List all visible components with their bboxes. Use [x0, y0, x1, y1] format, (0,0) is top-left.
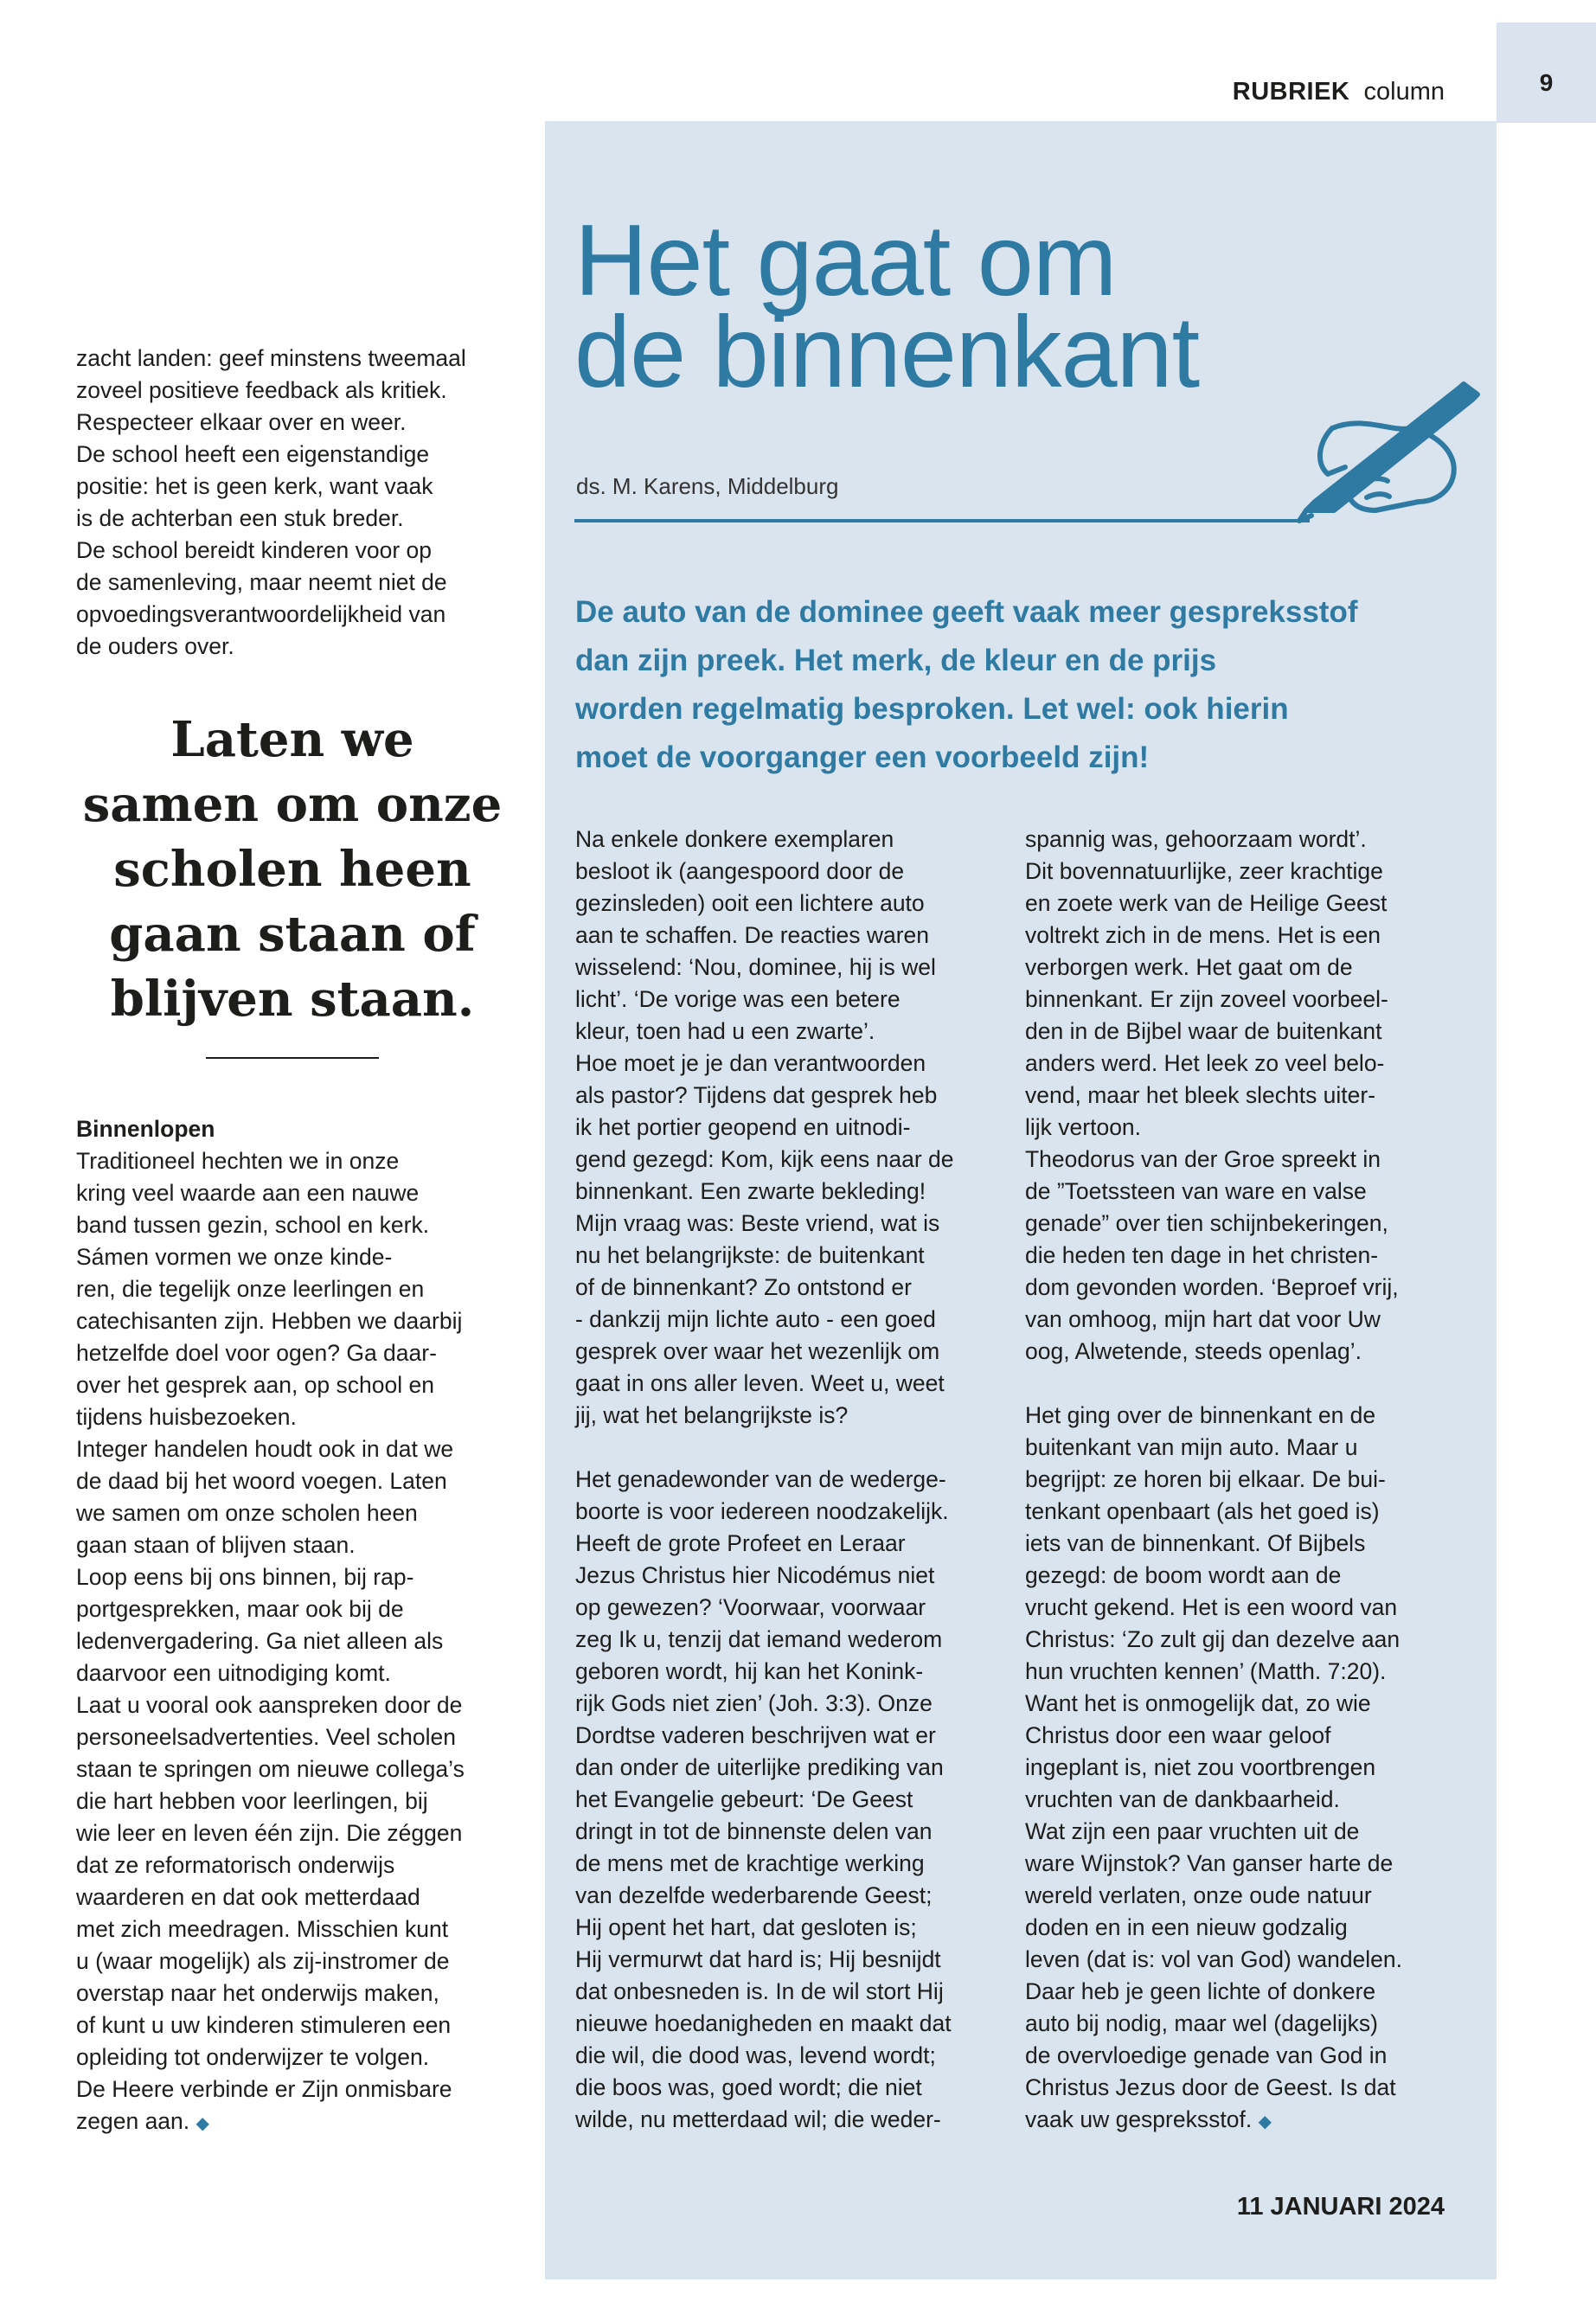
- pull-quote-line: scholen heen: [113, 841, 471, 898]
- text-line: binnenkant. Een zwarte bekleding!: [575, 1178, 926, 1204]
- text-line: gaat in ons aller leven. Weet u, weet: [575, 1370, 945, 1396]
- article-intro: [575, 588, 1440, 782]
- text-line: tijdens huisbezoeken.: [76, 1404, 297, 1430]
- text-line: ik het portier geopend en uitnodi-: [575, 1114, 911, 1140]
- text-line: opvoedingsverantwoordelijkheid van: [76, 601, 446, 627]
- end-mark-icon: ◆: [195, 2114, 209, 2133]
- text-line: daarvoor een uitnodiging komt.: [76, 1660, 391, 1686]
- text-line: dringt in tot de binnenste delen van: [575, 1818, 933, 1844]
- text-line: of kunt u uw kinderen stimuleren een: [76, 2012, 452, 2038]
- text-line: Loop eens bij ons binnen, bij rap-: [76, 1564, 414, 1590]
- text-line: positie: het is geen kerk, want vaak: [76, 473, 433, 499]
- text-line: als pastor? Tijdens dat gesprek heb: [575, 1082, 938, 1108]
- text-line: dat ze reformatorisch onderwijs: [76, 1852, 395, 1878]
- text-line: de ouders over.: [76, 633, 234, 659]
- intro-line: De auto van de dominee geeft vaak meer gespreksstof: [575, 595, 1358, 629]
- text-line-last: [76, 2106, 526, 2140]
- text-line: gend gezegd: Kom, kijk eens naar de: [575, 1146, 954, 1172]
- text-line: de mens met de krachtige werking: [575, 1850, 925, 1876]
- text-line: het Evangelie gebeurt: ‘De Geest: [575, 1786, 913, 1812]
- text-line: personeelsadvertenties. Veel scholen: [76, 1724, 457, 1750]
- text-line: gaan staan of blijven staan.: [76, 1532, 356, 1558]
- text-line: op gewezen? ‘Voorwaar, voorwaar: [575, 1594, 926, 1620]
- text-line: verborgen werk. Het gaat om de: [1025, 954, 1353, 980]
- text-line-last-text: zegen aan.: [76, 2108, 190, 2134]
- article-title-line1: Het gaat om: [574, 203, 1117, 317]
- end-mark-icon: ◆: [1258, 2112, 1272, 2131]
- text-line: Integer handelen houdt ook in dat we: [76, 1436, 454, 1462]
- text-line: leven (dat is: vol van God) wandelen.: [1025, 1946, 1403, 1972]
- intro-line: dan zijn preek. Het merk, de kleur en de prijs: [575, 644, 1217, 677]
- text-line: aan te schaffen. De reacties waren: [575, 922, 930, 948]
- text-line: Hij opent het hart, dat gesloten is;: [575, 1914, 917, 1940]
- text-line: dom gevonden worden. ‘Beproef vrij,: [1025, 1274, 1399, 1300]
- text-line: Het genadewonder van de wederge-: [575, 1466, 946, 1492]
- text-line: Christus: ‘Zo zult gij dan dezelve aan: [1025, 1626, 1401, 1652]
- text-line: Dit bovennatuurlijke, zeer krachtige: [1025, 858, 1383, 884]
- text-line: Want het is onmogelijk dat, zo wie: [1025, 1690, 1371, 1716]
- text-line: ingeplant is, niet zou voortbrengen: [1025, 1754, 1376, 1780]
- text-line: buitenkant van mijn auto. Maar u: [1025, 1434, 1358, 1460]
- left-column-top: [76, 343, 526, 663]
- text-line: iets van de binnenkant. Of Bijbels: [1025, 1530, 1366, 1556]
- text-line: zacht landen: geef minstens tweemaal: [76, 345, 466, 371]
- text-line: en zoete werk van de Heilige Geest: [1025, 890, 1388, 916]
- text-line: boorte is voor iedereen noodzakelijk.: [575, 1498, 949, 1524]
- text-line: wilde, nu metterdaad wil; die weder-: [575, 2106, 941, 2132]
- paragraph-gap: [575, 1432, 1008, 1464]
- text-line: anders werd. Het leek zo veel belo-: [1025, 1050, 1385, 1076]
- text-line: die boos was, goed wordt; die niet: [575, 2074, 922, 2100]
- pull-quote: [76, 708, 509, 1032]
- text-line: portgesprekken, maar ook bij de: [76, 1596, 404, 1622]
- issue-date: 11 JANUARI 2024: [1236, 2193, 1445, 2221]
- article-column-middle: [575, 824, 1008, 2136]
- text-line: die wil, die dood was, levend wordt;: [575, 2042, 936, 2068]
- text-line: Christus Jezus door de Geest. Is dat: [1025, 2074, 1396, 2100]
- text-line: tenkant openbaart (als het goed is): [1025, 1498, 1380, 1524]
- text-line: spannig was, gehoorzaam wordt’.: [1025, 826, 1367, 852]
- text-line: dan onder de uiterlijke prediking van: [575, 1754, 944, 1780]
- text-line: Hij vermurwt dat hard is; Hij besnijdt: [575, 1946, 941, 1972]
- text-line: kleur, toen had u een zwarte’.: [575, 1018, 875, 1044]
- text-line: met zich meedragen. Misschien kunt: [76, 1916, 449, 1942]
- text-line: ware Wijnstok? Van ganser harte de: [1025, 1850, 1394, 1876]
- text-line: gezegd: de boom wordt aan de: [1025, 1562, 1342, 1588]
- title-rule: [574, 519, 1310, 522]
- text-line: Mijn vraag was: Beste vriend, wat is: [575, 1210, 940, 1236]
- subheading: Binnenlopen: [76, 1116, 215, 1142]
- text-line: waarderen en dat ook metterdaad: [76, 1884, 420, 1910]
- section-label: [1233, 78, 1445, 106]
- text-line: De school bereidt kinderen voor op: [76, 537, 432, 563]
- text-line: over het gesprek aan, op school en: [76, 1372, 434, 1398]
- text-line: Sámen vormen we onze kinde-: [76, 1244, 393, 1270]
- text-line: gezinsleden) ooit een lichtere auto: [575, 890, 925, 916]
- text-line: hetzelfde doel voor ogen? Ga daar-: [76, 1340, 437, 1366]
- text-line: nu het belangrijkste: de buitenkant: [575, 1242, 925, 1268]
- pull-quote-line: samen om onze: [82, 776, 503, 833]
- intro-line: moet de voorganger een voorbeeld zijn!: [575, 740, 1150, 774]
- text-line: oog, Alwetende, steeds openlag’.: [1025, 1338, 1362, 1364]
- text-line: of de binnenkant? Zo ontstond er: [575, 1274, 912, 1300]
- text-line: Traditioneel hechten we in onze: [76, 1148, 400, 1174]
- text-line: ledenvergadering. Ga niet alleen als: [76, 1628, 444, 1654]
- text-line: doden en in een nieuw godzalig: [1025, 1914, 1348, 1940]
- section-label-bold: RUBRIEK: [1232, 78, 1350, 106]
- text-line: Wat zijn een paar vruchten uit de: [1025, 1818, 1360, 1844]
- text-line: kring veel waarde aan een nauwe: [76, 1180, 420, 1206]
- text-line-last: [1025, 2104, 1466, 2138]
- text-line: staan te springen om nieuwe collega’s: [76, 1756, 465, 1782]
- text-line: den in de Bijbel waar de buitenkant: [1025, 1018, 1382, 1044]
- text-line: Daar heb je geen lichte of donkere: [1025, 1978, 1376, 2004]
- hand-writing-pen-icon: [1280, 381, 1488, 536]
- intro-line: worden regelmatig besproken. Let wel: ook hierin: [575, 692, 1289, 726]
- text-line: wie leer en leven één zijn. Die zéggen: [76, 1820, 463, 1846]
- text-line: De school heeft een eigenstandige: [76, 441, 430, 467]
- text-line: overstap naar het onderwijs maken,: [76, 1980, 439, 2006]
- text-line: Theodorus van der Groe spreekt in: [1025, 1146, 1381, 1172]
- text-line: band tussen gezin, school en kerk.: [76, 1212, 430, 1238]
- text-line: De Heere verbinde er Zijn onmisbare: [76, 2076, 452, 2102]
- text-line: Het ging over de binnenkant en de: [1025, 1402, 1376, 1428]
- text-line: licht’. ‘De vorige was een betere: [575, 986, 901, 1012]
- text-line: binnenkant. Er zijn zoveel voorbeel-: [1025, 986, 1388, 1012]
- text-line: van dezelfde wederbarende Geest;: [575, 1882, 933, 1908]
- text-line: genade” over tien schijnbekeringen,: [1025, 1210, 1388, 1236]
- text-line: auto bij nodig, maar wel (dagelijks): [1025, 2010, 1379, 2036]
- text-line: Respecteer elkaar over en weer.: [76, 409, 407, 435]
- text-line: vrucht gekend. Het is een woord van: [1025, 1594, 1398, 1620]
- text-line: geboren wordt, hij kan het Konink-: [575, 1658, 924, 1684]
- text-line: u (waar mogelijk) als zij-instromer de: [76, 1948, 450, 1974]
- pull-quote-rule: [206, 1057, 379, 1059]
- text-line: Laat u vooral ook aanspreken door de: [76, 1692, 463, 1718]
- text-line: voltrekt zich in de mens. Het is een: [1025, 922, 1381, 948]
- pull-quote-line: blijven staan.: [110, 971, 475, 1028]
- text-line: Jezus Christus hier Nicodémus niet: [575, 1562, 935, 1588]
- text-line: die hart hebben voor leerlingen, bij: [76, 1788, 428, 1814]
- text-line: Na enkele donkere exemplaren: [575, 826, 894, 852]
- text-line: ren, die tegelijk onze leerlingen en: [76, 1276, 425, 1302]
- text-line: vruchten van de dankbaarheid.: [1025, 1786, 1340, 1812]
- text-line: de daad bij het woord voegen. Laten: [76, 1468, 447, 1494]
- text-line: vend, maar het bleek slechts uiter-: [1025, 1082, 1376, 1108]
- text-line: Heeft de grote Profeet en Leraar: [575, 1530, 906, 1556]
- text-line: hun vruchten kennen’ (Matth. 7:20).: [1025, 1658, 1387, 1684]
- text-line: lijk vertoon.: [1025, 1114, 1142, 1140]
- text-line: de ”Toetssteen van ware en valse: [1025, 1178, 1367, 1204]
- pull-quote-line: Laten we: [170, 711, 414, 768]
- text-line: rijk Gods niet zien’ (Joh. 3:3). Onze: [575, 1690, 933, 1716]
- text-line: wereld verlaten, onze oude natuur: [1025, 1882, 1372, 1908]
- text-line: begrijpt: ze horen bij elkaar. De bui-: [1025, 1466, 1386, 1492]
- text-line: Dordtse vaderen beschrijven wat er: [575, 1722, 936, 1748]
- article-title-line2: de binnenkant: [574, 295, 1200, 408]
- text-line: Hoe moet je je dan verantwoorden: [575, 1050, 926, 1076]
- text-line: de overvloedige genade van God in: [1025, 2042, 1388, 2068]
- text-line: wisselend: ‘Nou, dominee, hij is wel: [575, 954, 936, 980]
- text-line: catechisanten zijn. Hebben we daarbij: [76, 1308, 463, 1334]
- text-line: dat onbesneden is. In de wil stort Hij: [575, 1978, 944, 2004]
- text-line: zeg Ik u, tenzij dat iemand wederom: [575, 1626, 943, 1652]
- text-line: is de achterban een stuk breder.: [76, 505, 404, 531]
- text-line: nieuwe hoedanigheden en maakt dat: [575, 2010, 952, 2036]
- article-column-right: [1025, 824, 1466, 2138]
- pull-quote-line: gaan staan of: [109, 906, 476, 963]
- text-line: de samenleving, maar neemt niet de: [76, 569, 447, 595]
- text-line: Christus door een waar geloof: [1025, 1722, 1331, 1748]
- left-column-bottom: [76, 1113, 526, 2140]
- text-line-last-text: vaak uw gespreksstof.: [1025, 2106, 1253, 2132]
- text-line: jij, wat het belangrijkste is?: [575, 1402, 849, 1428]
- paragraph-gap: [1025, 1368, 1466, 1400]
- text-line: van omhoog, mijn hart dat voor Uw: [1025, 1306, 1381, 1332]
- section-label-light: column: [1363, 78, 1445, 106]
- text-line: opleiding tot onderwijzer te volgen.: [76, 2044, 430, 2070]
- text-line: gesprek over waar het wezenlijk om: [575, 1338, 940, 1364]
- text-line: - dankzij mijn lichte auto - een goed: [575, 1306, 936, 1332]
- text-line: besloot ik (aangespoord door de: [575, 858, 905, 884]
- text-line: die heden ten dage in het christen-: [1025, 1242, 1379, 1268]
- article-title: [574, 203, 1439, 408]
- text-line: zoveel positieve feedback als kritiek.: [76, 377, 447, 403]
- article-byline: ds. M. Karens, Middelburg: [576, 473, 839, 499]
- page-number: 9: [1539, 69, 1554, 96]
- text-line: we samen om onze scholen heen: [76, 1500, 418, 1526]
